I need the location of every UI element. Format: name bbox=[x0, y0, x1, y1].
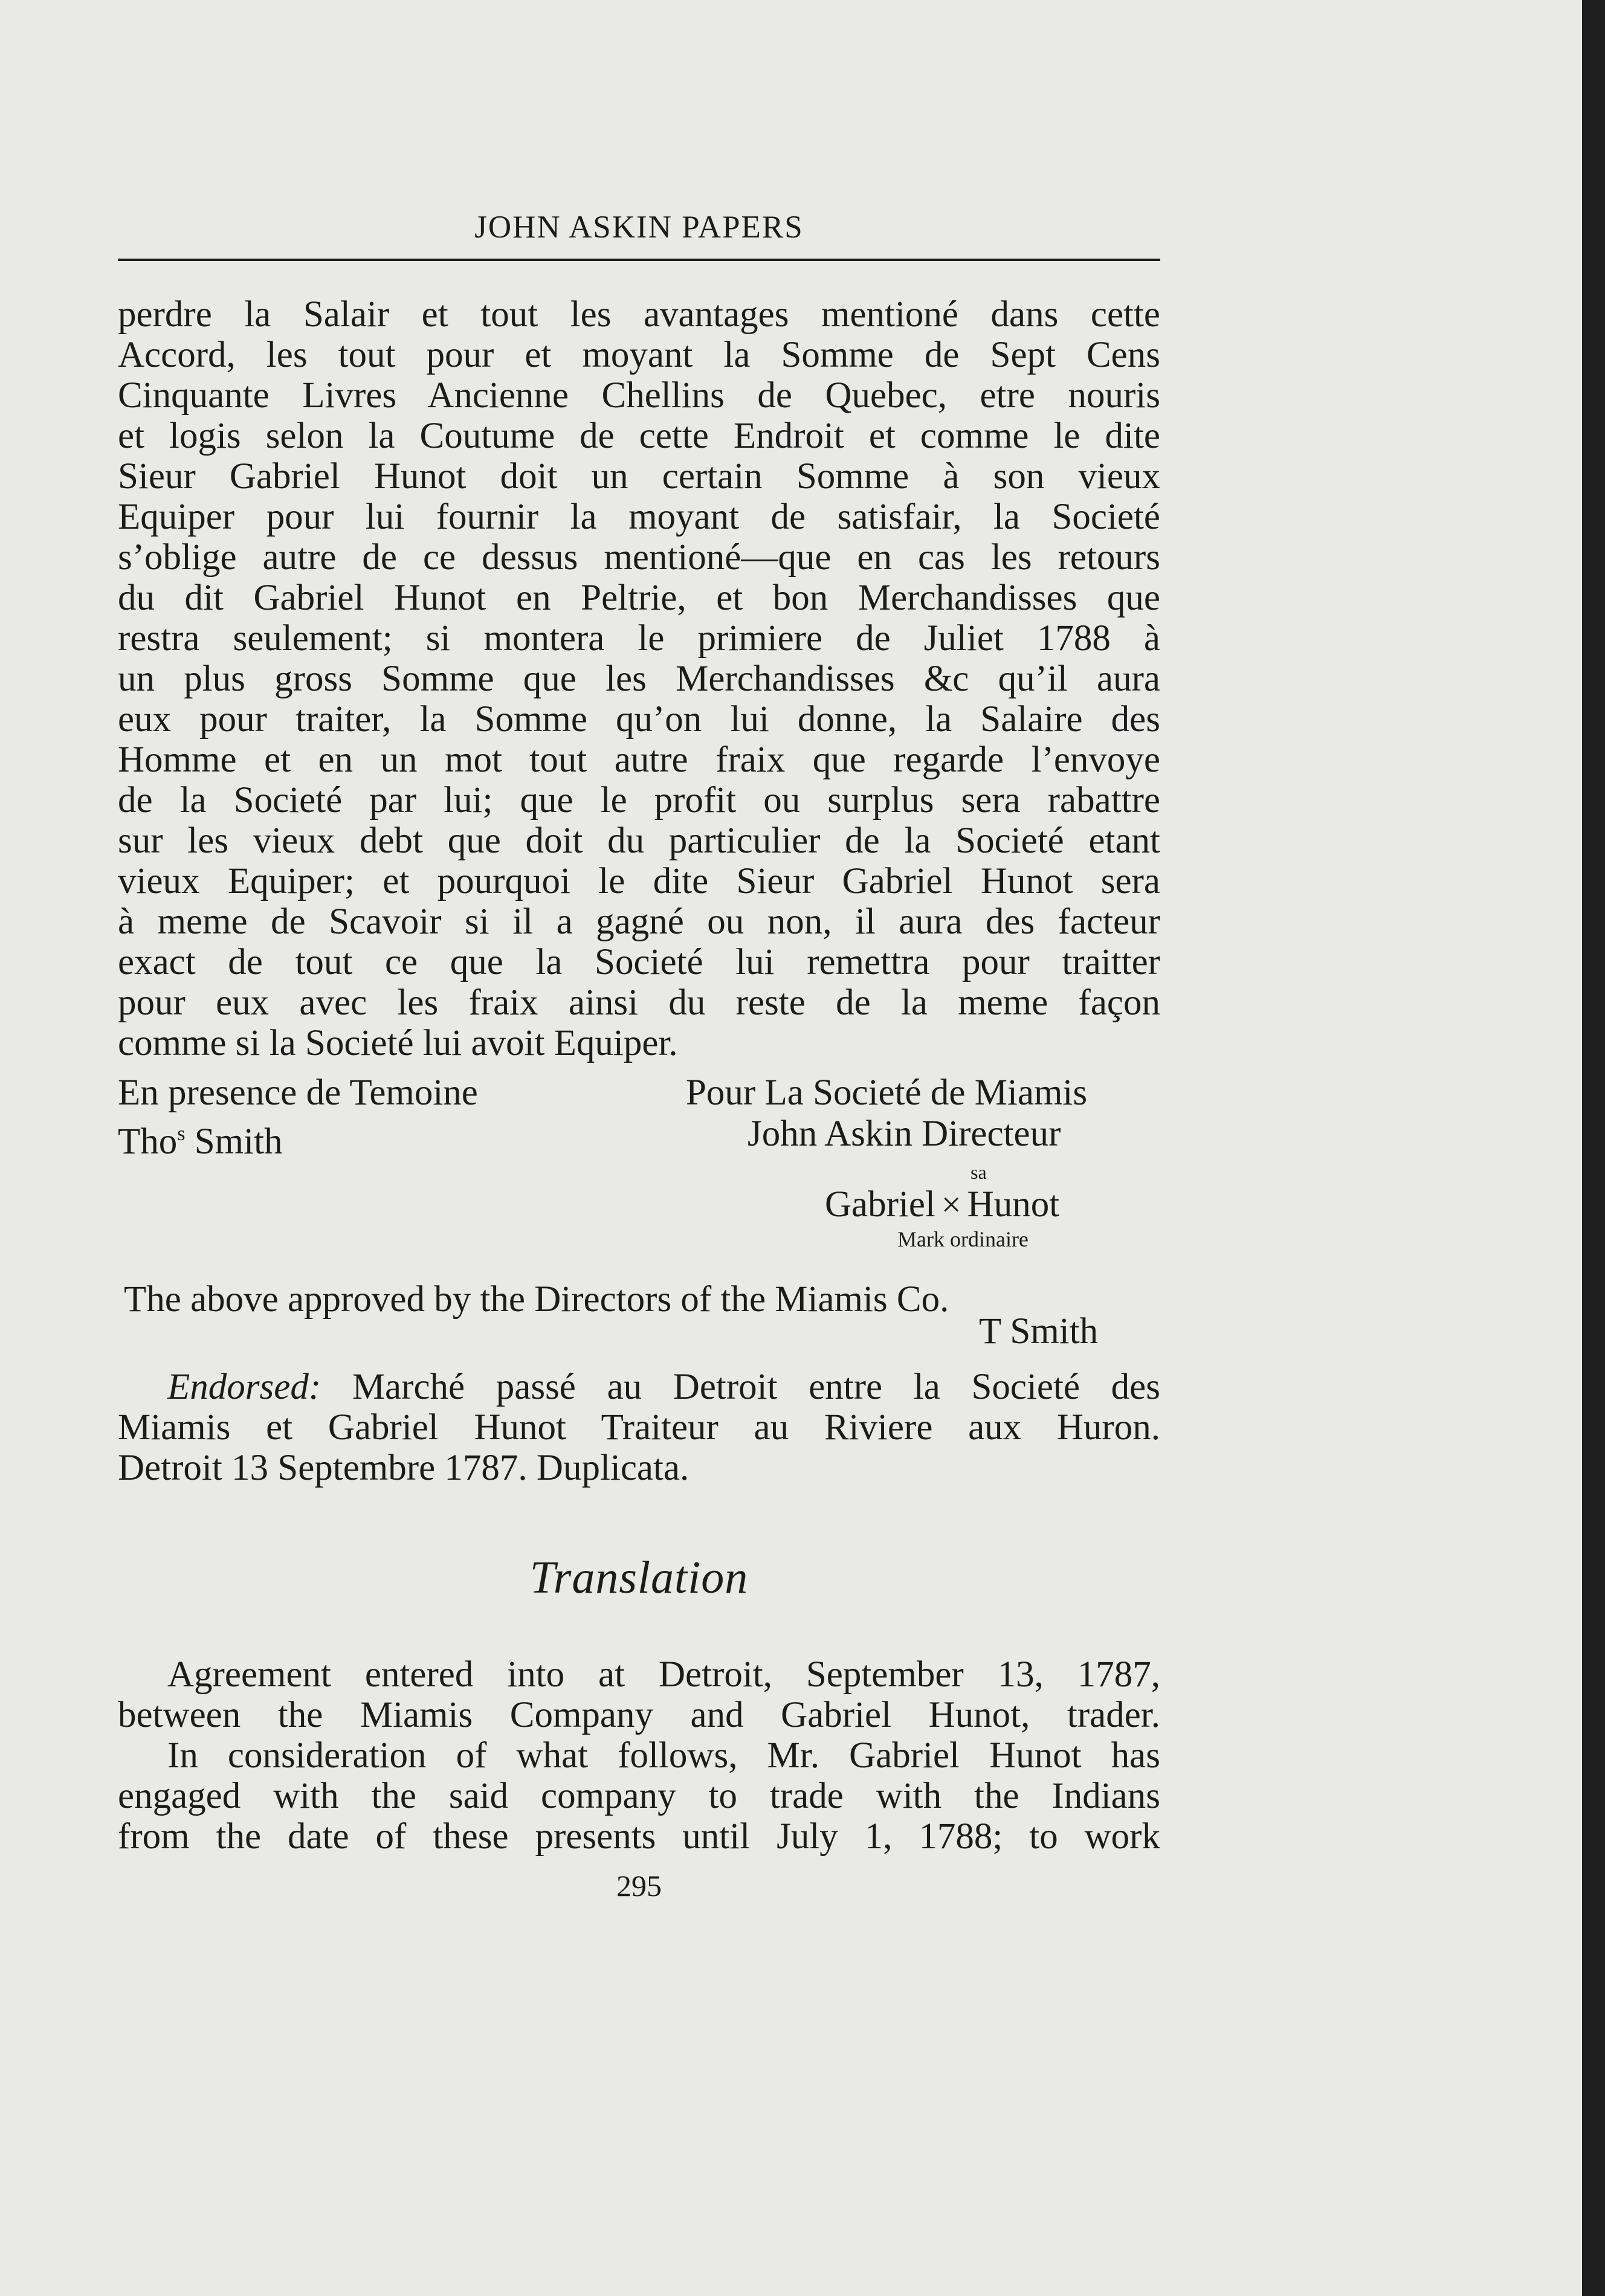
translation-heading: Translation bbox=[529, 1552, 749, 1603]
approval-text: The above approved by the Directors of the Miamis Co. bbox=[124, 1279, 949, 1320]
witness-name: Tho$^s$ Smith bbox=[118, 1121, 283, 1162]
text-line: Cinquante Livres Ancienne Chellins de Quebec, etre nouris bbox=[118, 375, 1160, 416]
mark-signature: Gabriel × Hunot bbox=[825, 1184, 1060, 1225]
text-line: perdre la Salair et tout les avantages mentioné dans cette bbox=[118, 294, 1160, 335]
text-line: vieux Equiper; et pourquoi le dite Sieur Gabriel Hunot sera bbox=[118, 861, 1160, 901]
text-line: Homme et en un mot tout autre fraix que regarde l’envoye bbox=[118, 740, 1160, 780]
text-line: un plus gross Somme que les Merchandisses &c qu’il aura bbox=[118, 659, 1160, 699]
french-paragraph bbox=[118, 294, 1160, 1063]
endorsement-line: Miamis et Gabriel Hunot Traiteur au Riviere aux Huron. bbox=[118, 1407, 1160, 1448]
text-line-last: comme si la Societé lui avoit Equiper. bbox=[118, 1023, 678, 1063]
text-line: restra seulement; si montera le primiere de Juliet 1788 à bbox=[118, 618, 1160, 659]
company-label: Pour La Societé de Miamis bbox=[686, 1072, 1088, 1113]
text-line: pour eux avec les fraix ainsi du reste de la meme façon bbox=[118, 982, 1160, 1023]
mark-below: Mark ordinaire bbox=[897, 1227, 1029, 1251]
text-line: sur les vieux debt que doit du particulier de la Societé etant bbox=[118, 821, 1160, 861]
endorsement-line: Endorsed: Marché passé au Detroit entre la Societé des bbox=[167, 1367, 1161, 1407]
text-line: du dit Gabriel Hunot en Peltrie, et bon Merchandisses que bbox=[118, 578, 1160, 618]
approval-signature: T Smith bbox=[979, 1311, 1099, 1352]
translation-line: In consideration of what follows, Mr. Gabriel Hunot has bbox=[167, 1735, 1160, 1776]
page-edge-shadow bbox=[1582, 0, 1605, 2296]
translation-line: engaged with the said company to trade with the Indians bbox=[118, 1776, 1160, 1816]
endorsement-paragraph bbox=[118, 1367, 1160, 1488]
translation-paragraph bbox=[118, 1654, 1160, 1857]
witness-label: En presence de Temoine bbox=[118, 1072, 478, 1113]
mark-above: sa bbox=[970, 1161, 987, 1183]
director-signature: John Askin Directeur bbox=[748, 1114, 1061, 1154]
text-line: Accord, les tout pour et moyant la Somme de Sept Cens bbox=[118, 335, 1160, 375]
page-number: 295 bbox=[616, 1869, 662, 1903]
translation-line: between the Miamis Company and Gabriel Hunot, trader. bbox=[118, 1695, 1160, 1735]
text-line: exact de tout ce que la Societé lui remettra pour traitter bbox=[118, 942, 1160, 982]
running-header: JOHN ASKIN PAPERS bbox=[474, 210, 804, 245]
text-line: à meme de Scavoir si il a gagné ou non, il aura des facteur bbox=[118, 901, 1160, 942]
text-line: s’oblige autre de ce dessus mentioné—que en cas les retours bbox=[118, 537, 1160, 578]
endorsement-line: Detroit 13 Septembre 1787. Duplicata. bbox=[118, 1448, 689, 1488]
text-line: et logis selon la Coutume de cette Endroit et comme le dite bbox=[118, 416, 1160, 456]
translation-line: from the date of these presents until July 1, 1788; to work bbox=[118, 1816, 1160, 1857]
text-line: de la Societé par lui; que le profit ou surplus sera rabattre bbox=[118, 780, 1160, 821]
header-rule bbox=[118, 259, 1160, 261]
translation-line: Agreement entered into at Detroit, September 13, 1787, bbox=[167, 1654, 1160, 1695]
text-line: Sieur Gabriel Hunot doit un certain Somme à son vieux bbox=[118, 456, 1160, 497]
text-line: Equiper pour lui fournir la moyant de satisfair, la Societé bbox=[118, 497, 1160, 537]
text-line: eux pour traiter, la Somme qu’on lui donne, la Salaire des bbox=[118, 699, 1160, 740]
